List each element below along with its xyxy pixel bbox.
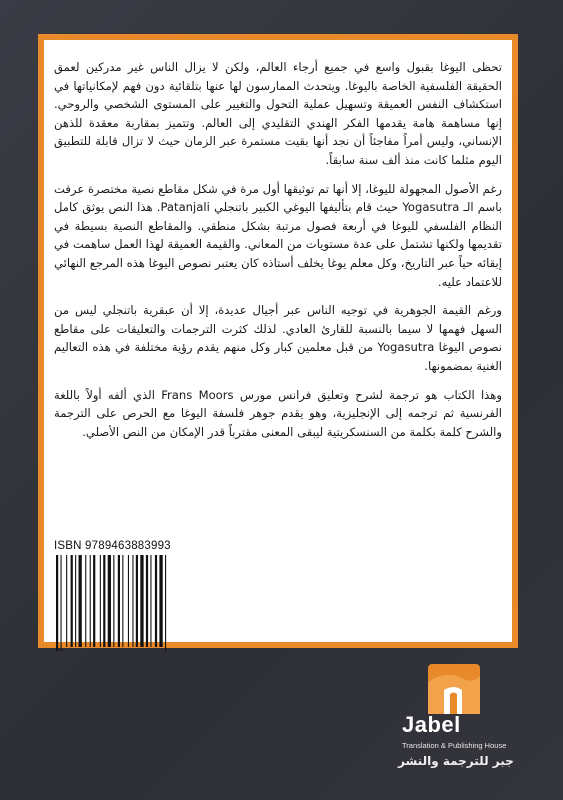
barcode-bar: [103, 555, 105, 647]
barcode-block: [54, 540, 204, 651]
barcode-bar: [85, 555, 86, 647]
barcode-bar: [165, 555, 166, 651]
barcode-bar: [90, 555, 91, 647]
barcode-bar: [61, 555, 62, 651]
barcode-bar: [128, 555, 129, 647]
barcode-image: [54, 555, 202, 651]
back-cover-text-panel: [38, 34, 518, 648]
blurb: [54, 58, 502, 451]
barcode-bar: [132, 555, 133, 647]
publisher-logo: [398, 660, 542, 790]
barcode-bar: [56, 555, 58, 651]
barcode-bar: [75, 555, 76, 647]
barcode-bar: [155, 555, 157, 647]
barcode-bar: [159, 555, 162, 647]
publisher-arabic-name: جبر للترجمة والنشر: [398, 754, 514, 768]
barcode-bar: [108, 555, 111, 647]
barcode-bar: [122, 555, 123, 647]
publisher-tagline: Translation & Publishing House: [402, 741, 507, 750]
blurb-paragraph-2: رغم الأصول المجهولة لليوغا، إلا أنها تم توثيقها أول مرة في شكل مقاطع نصية مختصرة عرفت باسم الـ Yogasutra حيث قام بتأليفها اليوغي الكبير باتنجلي Patanjali. هذا النص يوثق كامل النظام الفلسفي لليوغا في أربعة فصول مرتبة بشكل منطقي. والمقاطع النصية بسيطة في تقديمها ولكنها تشتمل على عدة مستويات من المعاني. والقيمة العميقة لهذا العمل ساهمت في إبقائه حياً عبر التاريخ، وكل معلم يوغا يخلف أستاذه كان يعتبر نصوص اليوغا هذه المرجع النهائي للاعتماد عليه.: [54, 181, 502, 289]
publisher-logo-mark: [428, 664, 480, 714]
publisher-name: Jabel: [402, 712, 461, 737]
barcode-bar: [100, 555, 101, 647]
barcode-bar: [146, 555, 148, 647]
barcode-bar: [79, 555, 82, 647]
barcode-bar: [140, 555, 143, 647]
blurb-paragraph-3: ورغم القيمة الجوهرية في توجيه الناس عبر أجيال عديدة، إلا أن عبقرية باتنجلي ليس من السهل فهمها لا سيما بالنسبة للقارئ العادي. لذلك كثرت الترجمات والتعليقات على مقاطع نصوص اليوغا Yogasutra من قبل معلمين كبار وكل منهم يقدم رؤية مختلفة في هذه التعاليم الغنية بمضمونها.: [54, 303, 502, 373]
barcode-bar: [113, 555, 114, 647]
barcode-bar: [93, 555, 95, 647]
blurb-paragraph-1: تحظى اليوغا بقبول واسع في جميع أرجاء العالم، ولكن لا يزال الناس غير مدركين لعمق الحقيقة الفلسفية الخاصة باليوغا. ويتحدث الممارسون لها عنها بتلقائية دون فهم لإمكانياتها في استكشاف النفس العميقة وتسهيل عملية التحول والتغيير على المستوى الشخصي والروحي. إنها مساهمة هامة يقدمها الفكر الهندي التقليدي إلى العالم. وتتميز بمقاربة معقدة للذهن الإنساني، وليس أمراً مفاجئاً أن نجد أنها بقيت مستمرة عبر الزمان حيث لا تزال قابلة للتطبيق اليوم مثلما كانت منذ ألف سنة سابقاً.: [54, 60, 502, 167]
barcode-bar: [150, 555, 151, 647]
isbn-label: ISBN 9789463883993: [54, 540, 171, 552]
barcode-bar: [71, 555, 73, 647]
barcode-bar: [136, 555, 138, 647]
blurb-paragraph-4: وهذا الكتاب هو ترجمة لشرح وتعليق فرانس مورس Frans Moors الذي ألفه أولاً باللغة الفرنسية ثم ترجمه إلى الإنجليزية، وهو يقدم جوهر فلسفة اليوغا مع الحرص على الترجمة والشرح كلمة بكلمة من السنسكريتية ليبقى المعنى مقترباً قدر الإمكان من النص الأصلي.: [54, 387, 502, 439]
barcode-bar: [66, 555, 67, 647]
barcode-bar: [118, 555, 120, 647]
